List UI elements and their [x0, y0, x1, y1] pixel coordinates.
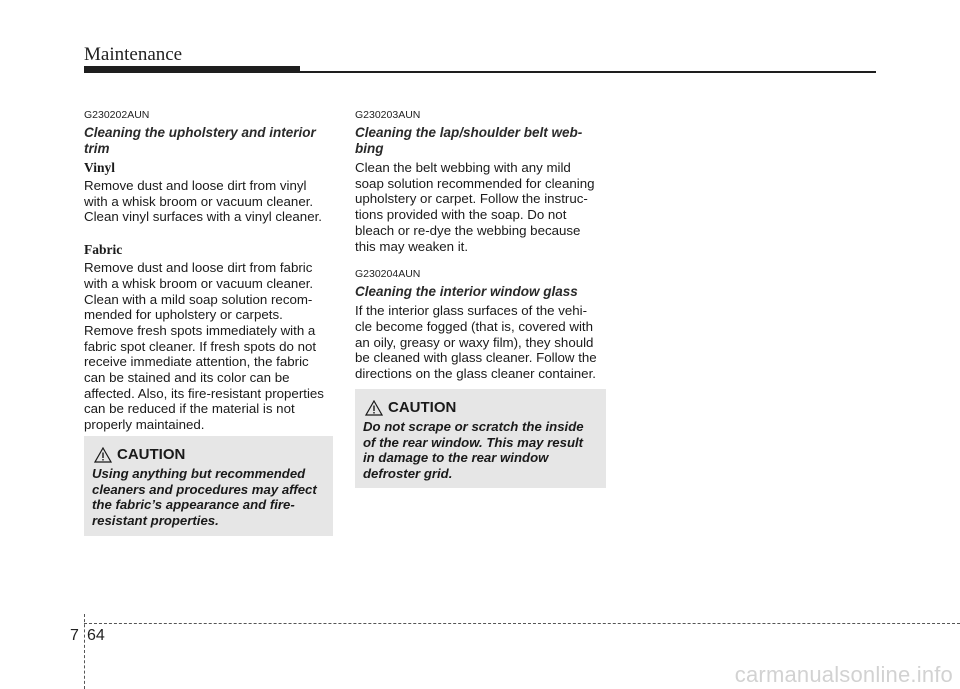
header-rule-thin: [300, 71, 876, 73]
text-line: Clean vinyl surfaces with a vinyl cleaner.: [84, 209, 322, 225]
header-rule-thick: [84, 66, 300, 73]
section-heading: [355, 125, 606, 157]
section-code: G230204AUN: [355, 268, 421, 281]
text-line: fabric spot cleaner. If fresh spots do not: [84, 338, 317, 354]
page-number: 64: [87, 627, 105, 644]
vinyl-paragraph: [84, 178, 334, 225]
text-line: Do not scrape or scratch the inside: [363, 419, 584, 434]
text-line: cleaners and procedures may affect: [92, 481, 317, 497]
section-code: G230203AUN: [355, 109, 421, 121]
heading-line: Cleaning the lap/shoulder belt web-: [355, 125, 583, 140]
caution-text: [363, 419, 598, 481]
belt-paragraph: [355, 160, 606, 254]
watermark: carmanualsonline.info: [734, 662, 953, 687]
warning-triangle-icon: [365, 400, 383, 416]
text-line: Remove fresh spots immediately with a: [84, 322, 316, 338]
text-line: with a whisk broom or vacuum cleaner.: [84, 193, 314, 209]
chapter-number: 7: [70, 627, 79, 644]
text-line: cle become fogged (that is, covered with: [355, 318, 593, 334]
section-heading: Cleaning the interior window glass: [355, 284, 578, 300]
text-line: the fabric’s appearance and fire-: [92, 497, 295, 513]
section-code: G230202AUN: [84, 109, 150, 121]
caution-box-window: [355, 389, 606, 488]
text-line: affected. Also, its fire-resistant properties: [84, 385, 324, 401]
text-line: Clean with a mild soap solution recom-: [84, 291, 313, 307]
footer-rule: [84, 623, 960, 624]
footer-divider: [84, 614, 85, 689]
section-title: Maintenance: [84, 44, 183, 65]
text-line: mended for upholstery or carpets.: [84, 307, 283, 323]
vinyl-title: Vinyl: [84, 160, 116, 175]
text-line: an oily, greasy or waxy film), they should: [355, 334, 594, 350]
fabric-title: Fabric: [84, 242, 123, 258]
text-line: bleach or re-dye the webbing because: [355, 222, 581, 238]
caution-text: [92, 466, 325, 528]
warning-triangle-icon: [94, 447, 112, 463]
text-line: soap solution recommended for cleaning: [355, 175, 595, 191]
text-line: Remove dust and loose dirt from vinyl: [84, 178, 307, 193]
text-line: Using anything but recommended: [92, 466, 306, 481]
heading-line: trim: [84, 141, 110, 156]
text-line: directions on the glass cleaner container.: [355, 366, 596, 382]
text-line: this may weaken it.: [355, 238, 469, 254]
text-line: Remove dust and loose dirt from fabric: [84, 260, 313, 276]
right-column: [355, 109, 606, 382]
section-heading: [84, 125, 334, 157]
left-column: [84, 109, 334, 433]
caution-box-fabric: [84, 436, 333, 536]
text-line: tions provided with the soap. Do not: [355, 207, 567, 223]
text-line: If the interior glass surfaces of the vehi-: [355, 303, 588, 319]
caution-title: CAUTION: [117, 446, 186, 463]
text-line: can be stained and its color can be: [84, 370, 290, 386]
text-line: resistant properties.: [92, 512, 219, 528]
heading-line: bing: [355, 141, 384, 156]
caution-header: [92, 446, 325, 463]
heading-line: Cleaning the upholstery and interior: [84, 125, 316, 140]
text-line: upholstery or carpet. Follow the instruc-: [355, 191, 588, 207]
text-line: of the rear window. This may result: [363, 434, 584, 450]
glass-paragraph: [355, 303, 606, 382]
text-line: be cleaned with glass cleaner. Follow the: [355, 350, 597, 366]
caution-title: CAUTION: [388, 399, 457, 416]
text-line: can be reduced if the material is not: [84, 401, 295, 417]
text-line: in damage to the rear window: [363, 450, 549, 466]
text-line: properly maintained.: [84, 417, 205, 433]
text-line: defroster grid.: [363, 465, 453, 481]
text-line: with a whisk broom or vacuum cleaner.: [84, 275, 314, 291]
fabric-paragraph: [84, 260, 334, 433]
text-line: receive immediate attention, the fabric: [84, 354, 309, 370]
caution-header: [363, 399, 598, 416]
text-line: Clean the belt webbing with any mild: [355, 160, 571, 175]
